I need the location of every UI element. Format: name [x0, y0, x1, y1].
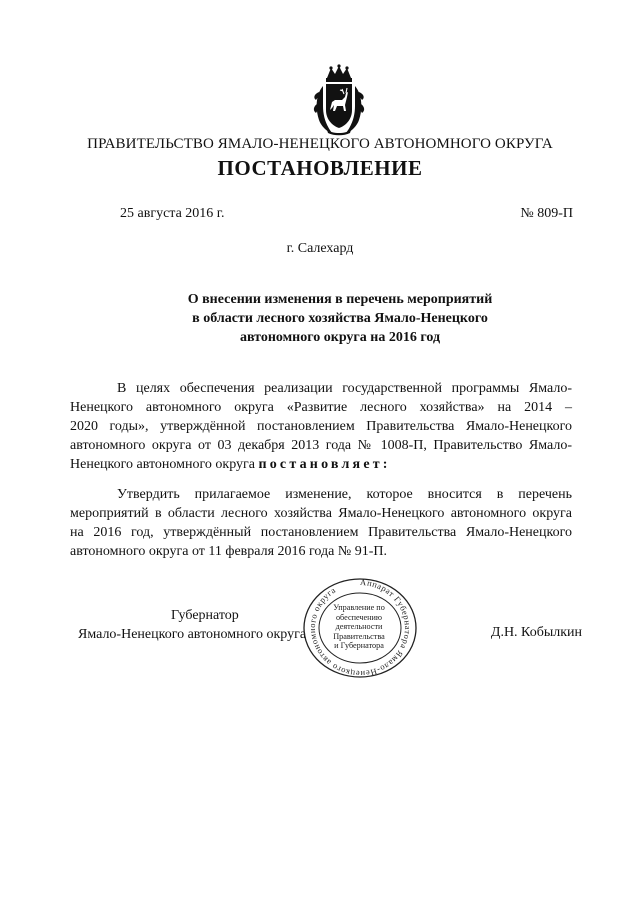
subject-line: в области лесного хозяйства Ямало-Ненецкого: [192, 311, 488, 326]
stamp-line: Правительства: [333, 631, 385, 641]
government-title: ПРАВИТЕЛЬСТВО ЯМАЛО-НЕНЕЦКОГО АВТОНОМНОГО ОКРУГА: [87, 136, 553, 152]
paragraph-line-prefix: Ненецкого автономного округа: [70, 457, 259, 472]
paragraph-line: [70, 455, 572, 474]
paragraph-line: В целях обеспечения реализации государственной программы Ямало-: [117, 381, 572, 396]
stamp-line: обеспечению: [335, 612, 383, 622]
paragraph-line: автономного округа от 11 февраля 2016 года № 91-П.: [70, 544, 387, 559]
coat-of-arms-icon: [313, 64, 365, 136]
document-number: № 809-П: [520, 206, 573, 221]
paragraph-line: 2020 годы», утверждённой постановлением Правительства Ямало-Ненецкого: [70, 419, 572, 434]
stamp-line: деятельности: [335, 622, 383, 632]
signatory-position: Губернатор: [171, 608, 239, 623]
document-city: г. Салехард: [286, 241, 354, 256]
subject-line: автономного округа на 2016 год: [239, 330, 441, 345]
paragraph-line: мероприятий в области лесного хозяйства Ямало-Ненецкого автономного округа: [70, 506, 572, 521]
document-kind: ПОСТАНОВЛЕНИЕ: [217, 156, 423, 180]
paragraph-line: автономного округа от 03 декабря 2013 года № 1008-П, Правительство Ямало-: [70, 438, 572, 453]
preamble-paragraph: [70, 379, 572, 474]
stamp-center-text: [321, 603, 397, 651]
paragraph-line: Утвердить прилагаемое изменение, которое вносится в перечень: [117, 487, 572, 502]
document-date: 25 августа 2016 г.: [120, 206, 225, 221]
paragraph-line: на 2016 год, утверждённый постановлением Правительства Ямало-Ненецкого: [70, 525, 572, 540]
stamp-line: Управление по: [333, 603, 385, 612]
document-subject: [120, 290, 560, 347]
resolution-paragraph: [70, 485, 572, 561]
resolution-keyword: постановляет:: [258, 457, 391, 472]
signatory-name: Д.Н. Кобылкин: [490, 625, 582, 640]
svg-text:Аппарат Губернатора Ямало-Нене: Аппарат Губернатора Ямало-Ненецкого автономного округа: [306, 576, 413, 679]
subject-line: О внесении изменения в перечень мероприятий: [187, 292, 493, 307]
paragraph-line: Ненецкого автономного округа «Развитие лесного хозяйства» на 2014 –: [70, 400, 572, 415]
stamp-line: и Губернатора: [334, 641, 384, 651]
signatory-region: Ямало-Ненецкого автономного округа: [78, 627, 307, 642]
